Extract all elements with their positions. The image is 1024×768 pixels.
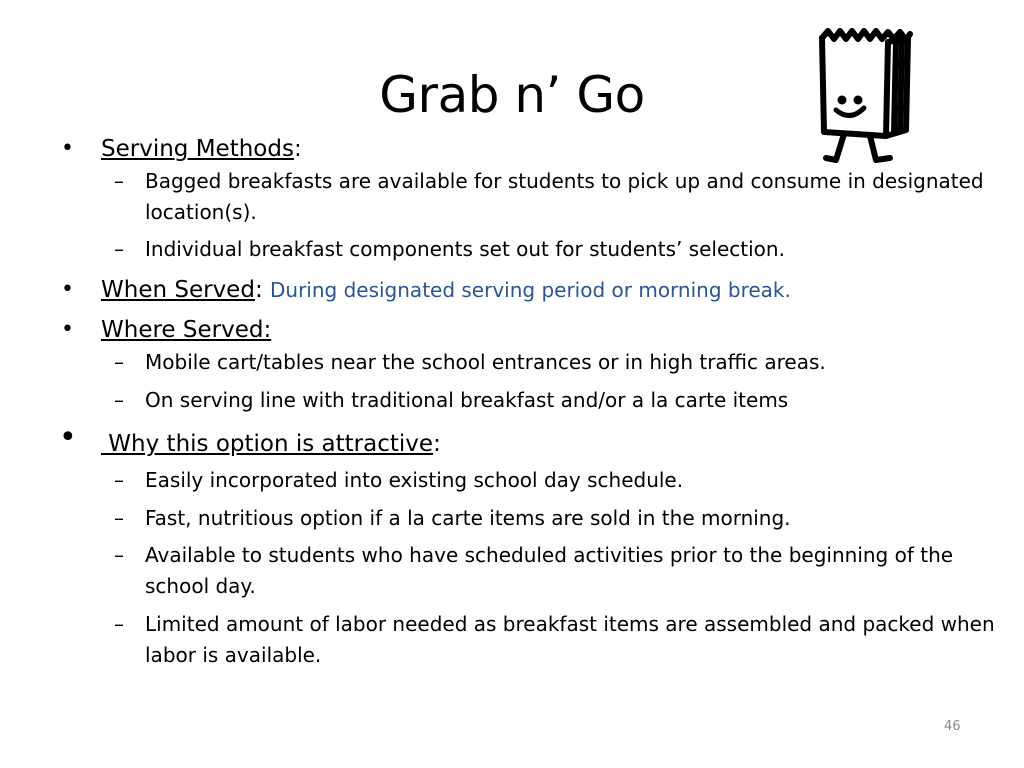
section-heading: Serving Methods	[101, 136, 294, 162]
sub-bullet-text: Mobile cart/tables near the school entrances or in high traffic areas.	[145, 350, 826, 374]
heading-colon: :	[293, 136, 302, 162]
bullet-serving-methods	[61, 135, 302, 163]
section-heading: Where Served:	[101, 317, 272, 343]
dash-marker: –	[114, 388, 124, 412]
bullet-dot: •	[61, 317, 74, 342]
section-heading: When Served	[101, 277, 255, 303]
sub-bullet	[114, 465, 1005, 496]
sub-bullet	[114, 609, 1005, 671]
heading-colon: :	[254, 277, 263, 303]
when-served-detail: During designated serving period or morning break.	[270, 278, 791, 302]
sub-bullet-text: On serving line with traditional breakfast and/or a la carte items	[145, 388, 789, 412]
sub-bullet-text: Limited amount of labor needed as breakfast items are assembled and packed when labor is available.	[145, 612, 995, 667]
slide-title: Grab n’ Go	[379, 66, 645, 124]
section-heading: Why this option is attractive	[101, 431, 434, 457]
dash-marker: –	[114, 612, 124, 636]
sub-bullet-text: Individual breakfast components set out for students’ selection.	[145, 237, 785, 261]
dash-marker: –	[114, 169, 124, 193]
heading-colon: :	[433, 431, 441, 457]
sub-bullet	[114, 503, 1005, 534]
sub-bullet-text: Easily incorporated into existing school day schedule.	[145, 468, 684, 492]
sub-bullet-text: Bagged breakfasts are available for students to pick up and consume in designated location(s).	[145, 169, 984, 224]
bullet-when-served	[61, 276, 791, 304]
bullet-dot: •	[59, 420, 77, 455]
sub-bullet	[114, 234, 1005, 265]
sub-bullet-text: Fast, nutritious option if a la carte items are sold in the morning.	[145, 506, 791, 530]
dash-marker: –	[114, 506, 124, 530]
bullet-dot: •	[61, 136, 74, 161]
sub-bullet-text: Available to students who have scheduled activities prior to the beginning of the school day.	[145, 543, 954, 598]
dash-marker: –	[114, 468, 124, 492]
sub-bullet	[114, 347, 1005, 378]
sub-bullet	[114, 540, 1005, 602]
bullet-dot: •	[61, 277, 74, 302]
dash-marker: –	[114, 237, 124, 261]
bullet-where-served	[61, 316, 272, 344]
sub-bullet	[114, 385, 1005, 416]
sub-bullet	[114, 166, 1005, 228]
page-number: 46	[944, 719, 961, 734]
dash-marker: –	[114, 543, 124, 567]
dash-marker: –	[114, 350, 124, 374]
bullet-why-attractive	[59, 420, 441, 458]
